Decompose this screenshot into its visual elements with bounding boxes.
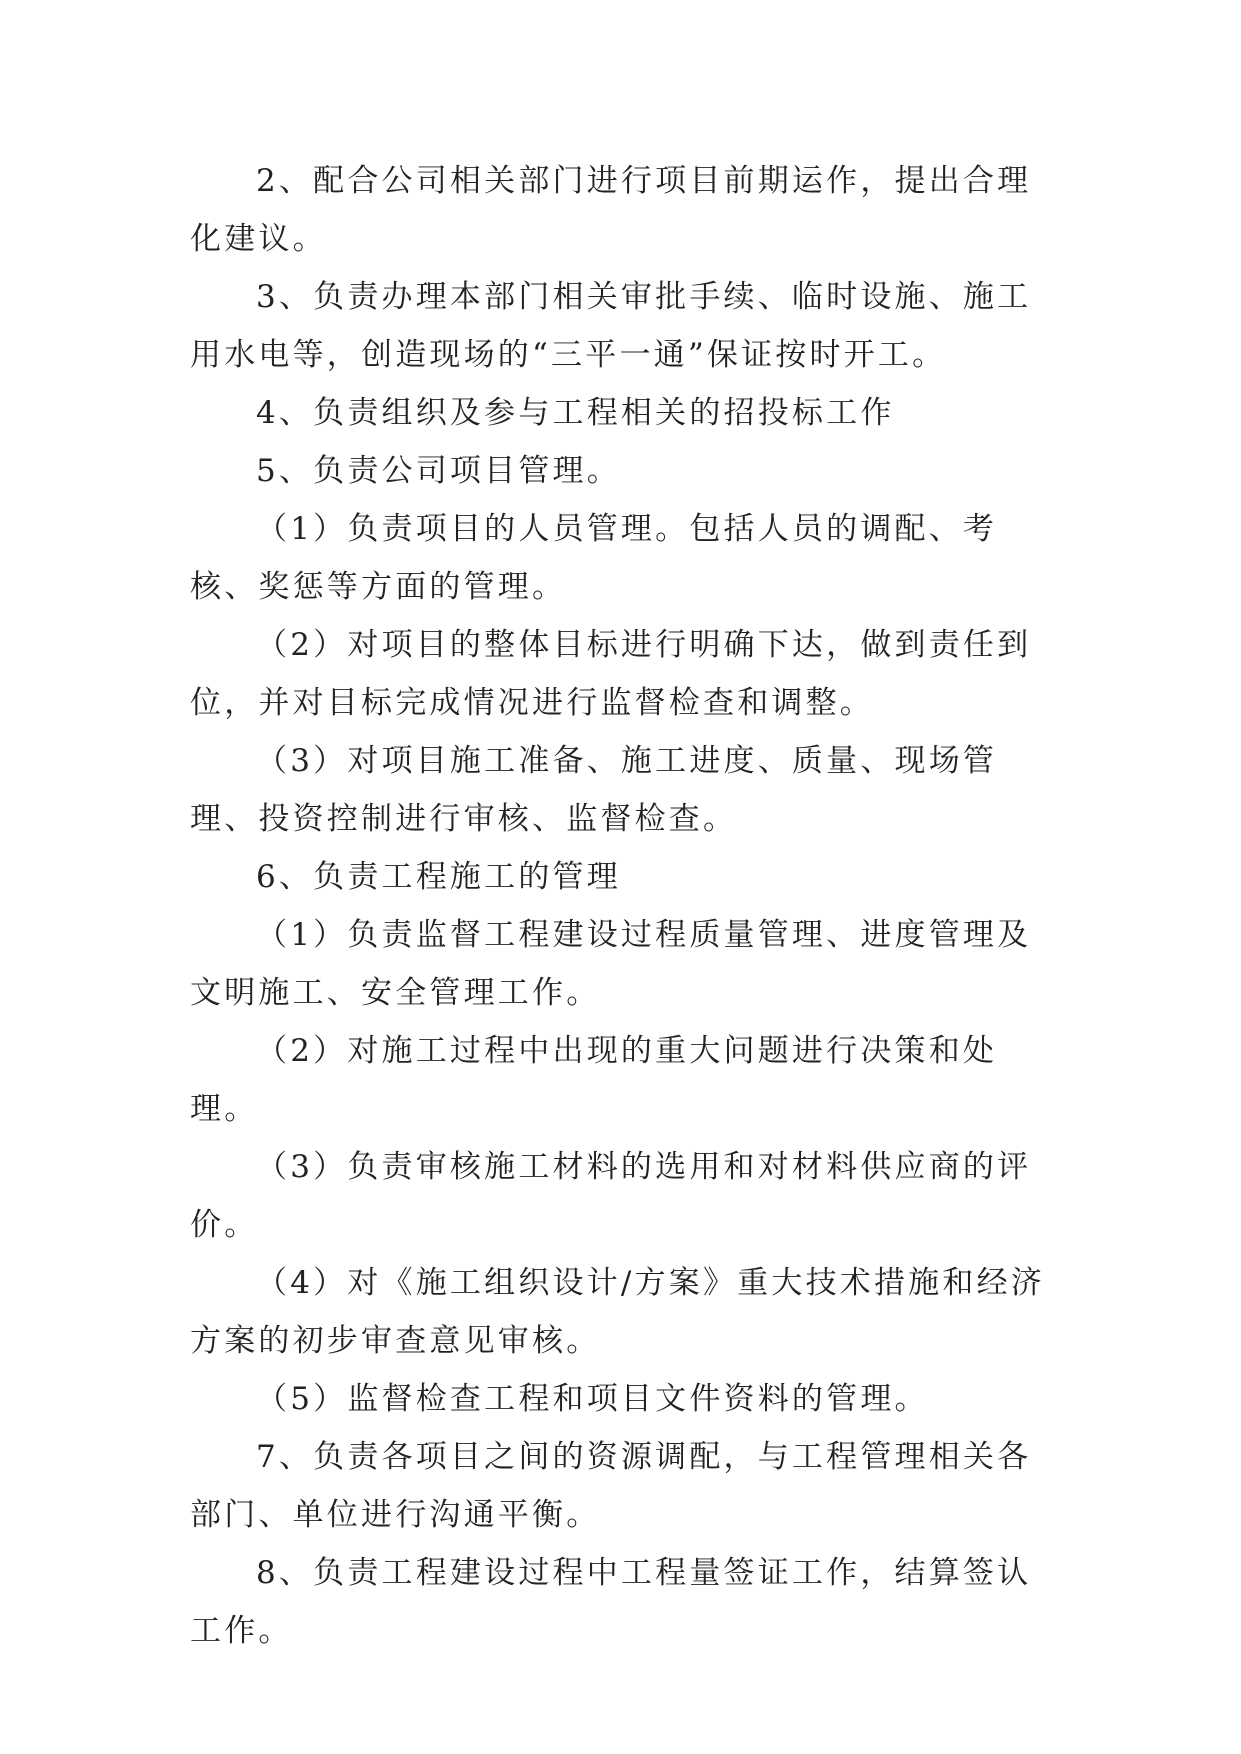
paragraph-item-5-3: （3）对项目施工准备、施工进度、质量、现场管理、投资控制进行审核、监督检查。 bbox=[190, 743, 998, 837]
paragraph-item-6-4: （4）对《施工组织设计/方案》重大技术措施和经济方案的初步审查意见审核。 bbox=[190, 1265, 1045, 1359]
paragraph-item-5-1: （1）负责项目的人员管理。包括人员的调配、考核、奖惩等方面的管理。 bbox=[190, 511, 998, 605]
paragraph-item-6-3: （3）负责审核施工材料的选用和对材料供应商的评价。 bbox=[190, 1149, 1032, 1243]
paragraph-item-6: 6、负责工程施工的管理 bbox=[256, 859, 621, 895]
paragraph-item-5-2: （2）对项目的整体目标进行明确下达，做到责任到位，并对目标完成情况进行监督检查和调整。 bbox=[190, 627, 1032, 721]
document-body bbox=[190, 152, 1055, 1660]
paragraph-item-3: 3、负责办理本部门相关审批手续、临时设施、施工用水电等，创造现场的“三平一通”保证按时开工。 bbox=[190, 279, 1032, 373]
paragraph-item-8: 8、负责工程建设过程中工程量签证工作，结算签认工作。 bbox=[190, 1555, 1032, 1649]
paragraph-item-6-1: （1）负责监督工程建设过程质量管理、进度管理及文明施工、安全管理工作。 bbox=[190, 917, 1032, 1011]
paragraph-item-6-5: （5）监督检查工程和项目文件资料的管理。 bbox=[256, 1381, 929, 1417]
paragraph-item-5: 5、负责公司项目管理。 bbox=[256, 453, 621, 489]
paragraph-item-7: 7、负责各项目之间的资源调配，与工程管理相关各部门、单位进行沟通平衡。 bbox=[190, 1439, 1032, 1533]
paragraph-item-2: 2、配合公司相关部门进行项目前期运作，提出合理化建议。 bbox=[190, 163, 1032, 257]
paragraph-item-4: 4、负责组织及参与工程相关的招投标工作 bbox=[256, 395, 895, 431]
paragraph-item-6-2: （2）对施工过程中出现的重大问题进行决策和处理。 bbox=[190, 1033, 998, 1127]
